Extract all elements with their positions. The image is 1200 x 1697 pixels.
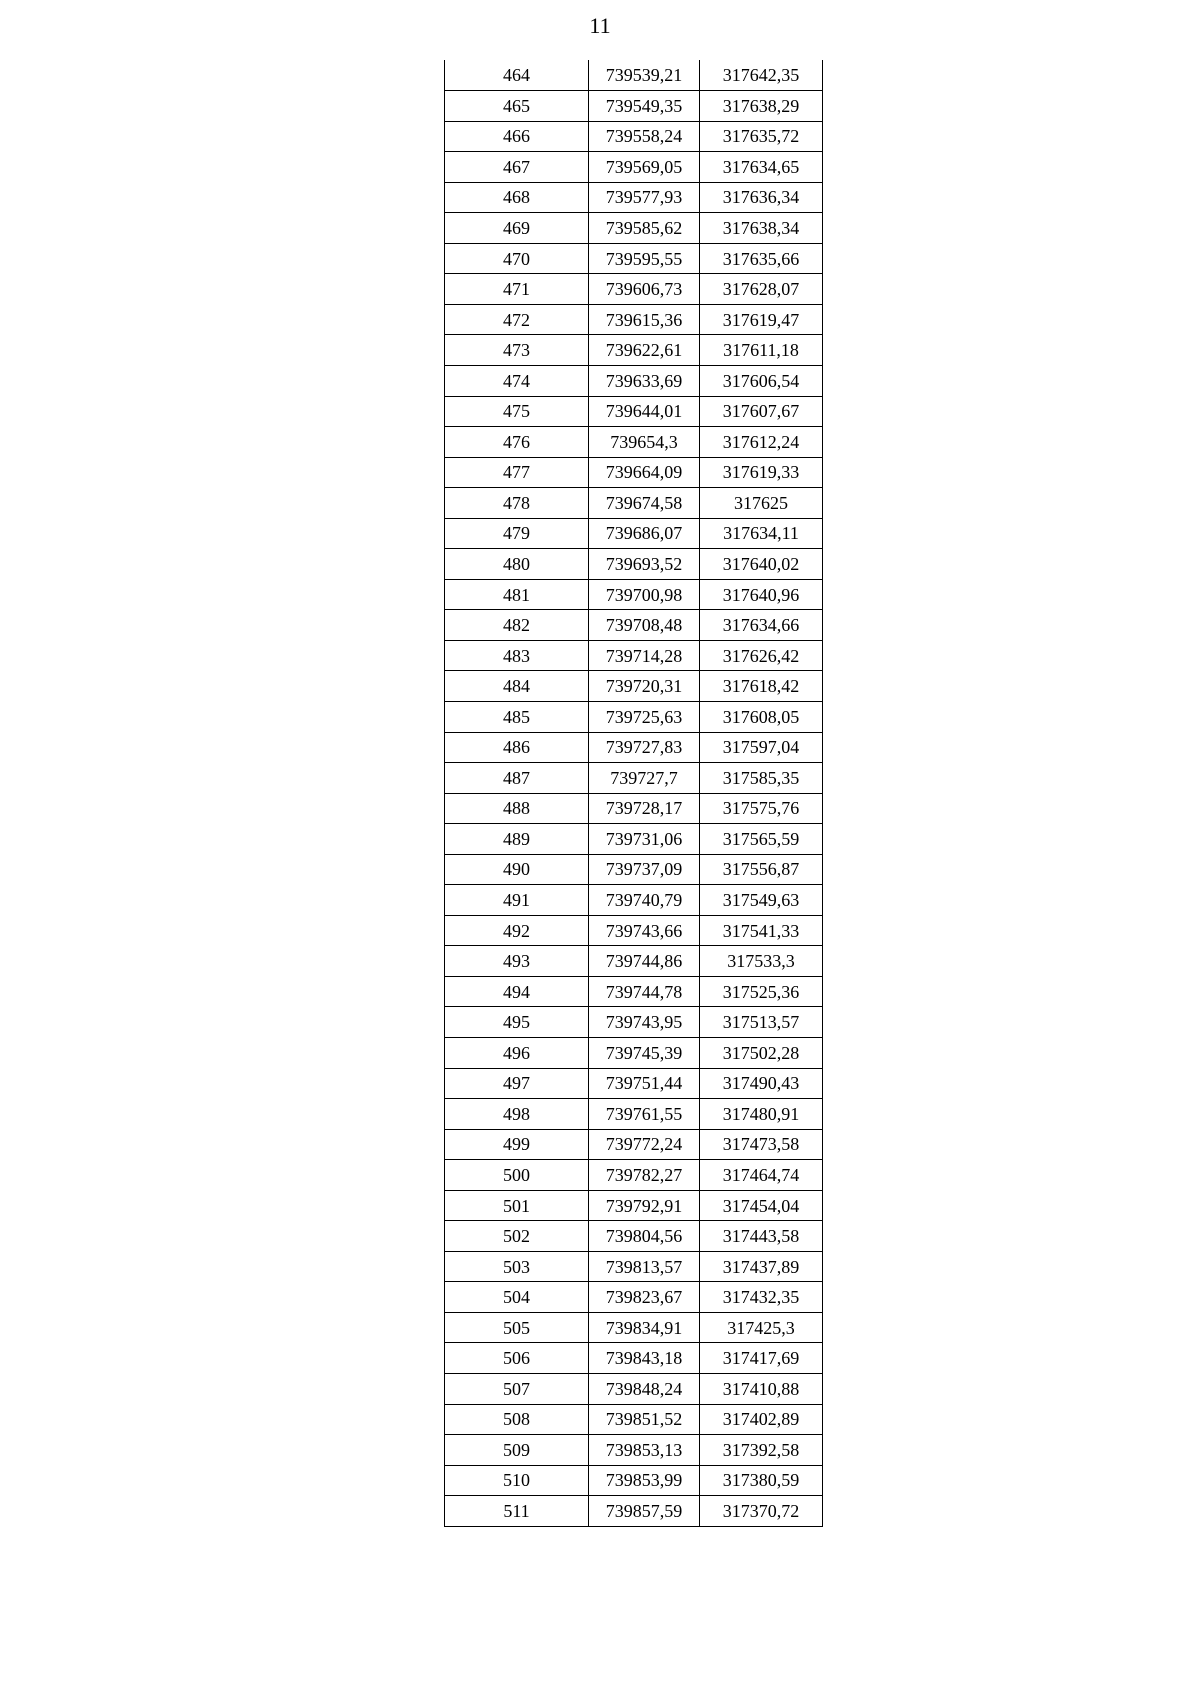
table-row [445, 763, 823, 794]
x-coordinate-cell: 739804,56 [589, 1221, 700, 1252]
y-coordinate-cell: 317634,11 [700, 518, 823, 549]
y-coordinate-cell: 317425,3 [700, 1312, 823, 1343]
point-number-cell: 504 [445, 1282, 589, 1313]
x-coordinate-cell: 739731,06 [589, 824, 700, 855]
x-coordinate-cell: 739853,99 [589, 1465, 700, 1496]
x-coordinate-cell: 739740,79 [589, 885, 700, 916]
y-coordinate-cell: 317612,24 [700, 427, 823, 458]
point-number-cell: 492 [445, 915, 589, 946]
y-coordinate-cell: 317597,04 [700, 732, 823, 763]
point-number-cell: 466 [445, 121, 589, 152]
y-coordinate-cell: 317533,3 [700, 946, 823, 977]
x-coordinate-cell: 739585,62 [589, 213, 700, 244]
point-number-cell: 511 [445, 1496, 589, 1527]
point-number-cell: 484 [445, 671, 589, 702]
point-number-cell: 475 [445, 396, 589, 427]
table-row [445, 243, 823, 274]
y-coordinate-cell: 317380,59 [700, 1465, 823, 1496]
y-coordinate-cell: 317410,88 [700, 1374, 823, 1405]
x-coordinate-cell: 739633,69 [589, 365, 700, 396]
table-row [445, 1129, 823, 1160]
y-coordinate-cell: 317556,87 [700, 854, 823, 885]
y-coordinate-cell: 317480,91 [700, 1099, 823, 1130]
point-number-cell: 509 [445, 1435, 589, 1466]
point-number-cell: 494 [445, 976, 589, 1007]
point-number-cell: 508 [445, 1404, 589, 1435]
y-coordinate-cell: 317619,33 [700, 457, 823, 488]
y-coordinate-cell: 317392,58 [700, 1435, 823, 1466]
x-coordinate-cell: 739644,01 [589, 396, 700, 427]
table-row [445, 793, 823, 824]
table-row [445, 610, 823, 641]
y-coordinate-cell: 317437,89 [700, 1251, 823, 1282]
point-number-cell: 468 [445, 182, 589, 213]
point-number-cell: 471 [445, 274, 589, 305]
y-coordinate-cell: 317642,35 [700, 60, 823, 91]
y-coordinate-cell: 317432,35 [700, 1282, 823, 1313]
x-coordinate-cell: 739569,05 [589, 152, 700, 183]
x-coordinate-cell: 739725,63 [589, 701, 700, 732]
x-coordinate-cell: 739792,91 [589, 1190, 700, 1221]
y-coordinate-cell: 317635,72 [700, 121, 823, 152]
x-coordinate-cell: 739549,35 [589, 91, 700, 122]
point-number-cell: 510 [445, 1465, 589, 1496]
y-coordinate-cell: 317635,66 [700, 243, 823, 274]
table-row [445, 396, 823, 427]
x-coordinate-cell: 739686,07 [589, 518, 700, 549]
table-row [445, 274, 823, 305]
table-row [445, 1312, 823, 1343]
table-row [445, 1190, 823, 1221]
table-row [445, 60, 823, 91]
point-number-cell: 495 [445, 1007, 589, 1038]
y-coordinate-cell: 317464,74 [700, 1160, 823, 1191]
point-number-cell: 488 [445, 793, 589, 824]
page-number: 11 [589, 13, 611, 38]
table-row [445, 304, 823, 335]
x-coordinate-cell: 739823,67 [589, 1282, 700, 1313]
point-number-cell: 506 [445, 1343, 589, 1374]
table-row [445, 1374, 823, 1405]
point-number-cell: 496 [445, 1038, 589, 1069]
table-row [445, 701, 823, 732]
table-row [445, 518, 823, 549]
point-number-cell: 502 [445, 1221, 589, 1252]
x-coordinate-cell: 739848,24 [589, 1374, 700, 1405]
y-coordinate-cell: 317370,72 [700, 1496, 823, 1527]
point-number-cell: 486 [445, 732, 589, 763]
table-row [445, 1496, 823, 1527]
x-coordinate-cell: 739728,17 [589, 793, 700, 824]
x-coordinate-cell: 739558,24 [589, 121, 700, 152]
x-coordinate-cell: 739743,66 [589, 915, 700, 946]
table-row [445, 91, 823, 122]
coordinates-table [444, 60, 823, 1527]
x-coordinate-cell: 739622,61 [589, 335, 700, 366]
x-coordinate-cell: 739751,44 [589, 1068, 700, 1099]
x-coordinate-cell: 739615,36 [589, 304, 700, 335]
point-number-cell: 467 [445, 152, 589, 183]
point-number-cell: 478 [445, 488, 589, 519]
x-coordinate-cell: 739853,13 [589, 1435, 700, 1466]
y-coordinate-cell: 317634,65 [700, 152, 823, 183]
point-number-cell: 483 [445, 640, 589, 671]
table-row [445, 488, 823, 519]
y-coordinate-cell: 317638,29 [700, 91, 823, 122]
table-row [445, 1282, 823, 1313]
table-row [445, 1343, 823, 1374]
x-coordinate-cell: 739737,09 [589, 854, 700, 885]
y-coordinate-cell: 317607,67 [700, 396, 823, 427]
x-coordinate-cell: 739843,18 [589, 1343, 700, 1374]
table-row [445, 915, 823, 946]
point-number-cell: 465 [445, 91, 589, 122]
point-number-cell: 498 [445, 1099, 589, 1130]
point-number-cell: 500 [445, 1160, 589, 1191]
x-coordinate-cell: 739813,57 [589, 1251, 700, 1282]
x-coordinate-cell: 739772,24 [589, 1129, 700, 1160]
y-coordinate-cell: 317443,58 [700, 1221, 823, 1252]
x-coordinate-cell: 739700,98 [589, 579, 700, 610]
x-coordinate-cell: 739743,95 [589, 1007, 700, 1038]
table-row [445, 1221, 823, 1252]
x-coordinate-cell: 739744,86 [589, 946, 700, 977]
table-row [445, 854, 823, 885]
point-number-cell: 481 [445, 579, 589, 610]
y-coordinate-cell: 317490,43 [700, 1068, 823, 1099]
y-coordinate-cell: 317513,57 [700, 1007, 823, 1038]
point-number-cell: 497 [445, 1068, 589, 1099]
y-coordinate-cell: 317628,07 [700, 274, 823, 305]
point-number-cell: 493 [445, 946, 589, 977]
point-number-cell: 476 [445, 427, 589, 458]
point-number-cell: 464 [445, 60, 589, 91]
point-number-cell: 473 [445, 335, 589, 366]
x-coordinate-cell: 739782,27 [589, 1160, 700, 1191]
table-row [445, 1435, 823, 1466]
point-number-cell: 472 [445, 304, 589, 335]
x-coordinate-cell: 739745,39 [589, 1038, 700, 1069]
y-coordinate-cell: 317636,34 [700, 182, 823, 213]
table-row [445, 885, 823, 916]
y-coordinate-cell: 317606,54 [700, 365, 823, 396]
x-coordinate-cell: 739606,73 [589, 274, 700, 305]
y-coordinate-cell: 317549,63 [700, 885, 823, 916]
table-row [445, 1465, 823, 1496]
y-coordinate-cell: 317473,58 [700, 1129, 823, 1160]
point-number-cell: 482 [445, 610, 589, 641]
x-coordinate-cell: 739744,78 [589, 976, 700, 1007]
y-coordinate-cell: 317640,96 [700, 579, 823, 610]
y-coordinate-cell: 317575,76 [700, 793, 823, 824]
x-coordinate-cell: 739693,52 [589, 549, 700, 580]
y-coordinate-cell: 317619,47 [700, 304, 823, 335]
x-coordinate-cell: 739539,21 [589, 60, 700, 91]
point-number-cell: 474 [445, 365, 589, 396]
point-number-cell: 507 [445, 1374, 589, 1405]
table-row [445, 824, 823, 855]
table-row [445, 182, 823, 213]
point-number-cell: 499 [445, 1129, 589, 1160]
x-coordinate-cell: 739720,31 [589, 671, 700, 702]
x-coordinate-cell: 739654,3 [589, 427, 700, 458]
y-coordinate-cell: 317454,04 [700, 1190, 823, 1221]
table-row [445, 549, 823, 580]
table-row [445, 121, 823, 152]
point-number-cell: 503 [445, 1251, 589, 1282]
y-coordinate-cell: 317525,36 [700, 976, 823, 1007]
x-coordinate-cell: 739674,58 [589, 488, 700, 519]
x-coordinate-cell: 739714,28 [589, 640, 700, 671]
table-row [445, 1160, 823, 1191]
coordinates-table-body [445, 60, 823, 1526]
point-number-cell: 491 [445, 885, 589, 916]
point-number-cell: 479 [445, 518, 589, 549]
x-coordinate-cell: 739595,55 [589, 243, 700, 274]
y-coordinate-cell: 317618,42 [700, 671, 823, 702]
y-coordinate-cell: 317611,18 [700, 335, 823, 366]
table-row [445, 640, 823, 671]
point-number-cell: 470 [445, 243, 589, 274]
y-coordinate-cell: 317585,35 [700, 763, 823, 794]
table-row [445, 1404, 823, 1435]
y-coordinate-cell: 317417,69 [700, 1343, 823, 1374]
x-coordinate-cell: 739664,09 [589, 457, 700, 488]
x-coordinate-cell: 739727,83 [589, 732, 700, 763]
y-coordinate-cell: 317634,66 [700, 610, 823, 641]
y-coordinate-cell: 317608,05 [700, 701, 823, 732]
table-row [445, 365, 823, 396]
table-row [445, 427, 823, 458]
point-number-cell: 505 [445, 1312, 589, 1343]
table-row [445, 579, 823, 610]
x-coordinate-cell: 739727,7 [589, 763, 700, 794]
table-row [445, 976, 823, 1007]
table-row [445, 213, 823, 244]
y-coordinate-cell: 317640,02 [700, 549, 823, 580]
table-row [445, 946, 823, 977]
x-coordinate-cell: 739834,91 [589, 1312, 700, 1343]
x-coordinate-cell: 739761,55 [589, 1099, 700, 1130]
table-row [445, 1068, 823, 1099]
point-number-cell: 490 [445, 854, 589, 885]
table-row [445, 335, 823, 366]
y-coordinate-cell: 317541,33 [700, 915, 823, 946]
table-row [445, 732, 823, 763]
table-row [445, 1038, 823, 1069]
x-coordinate-cell: 739857,59 [589, 1496, 700, 1527]
y-coordinate-cell: 317625 [700, 488, 823, 519]
table-row [445, 1099, 823, 1130]
point-number-cell: 487 [445, 763, 589, 794]
table-row [445, 671, 823, 702]
point-number-cell: 489 [445, 824, 589, 855]
x-coordinate-cell: 739851,52 [589, 1404, 700, 1435]
point-number-cell: 485 [445, 701, 589, 732]
y-coordinate-cell: 317502,28 [700, 1038, 823, 1069]
table-row [445, 457, 823, 488]
point-number-cell: 480 [445, 549, 589, 580]
y-coordinate-cell: 317626,42 [700, 640, 823, 671]
table-row [445, 1251, 823, 1282]
point-number-cell: 469 [445, 213, 589, 244]
table-row [445, 1007, 823, 1038]
point-number-cell: 477 [445, 457, 589, 488]
x-coordinate-cell: 739577,93 [589, 182, 700, 213]
table-row [445, 152, 823, 183]
x-coordinate-cell: 739708,48 [589, 610, 700, 641]
y-coordinate-cell: 317565,59 [700, 824, 823, 855]
y-coordinate-cell: 317402,89 [700, 1404, 823, 1435]
y-coordinate-cell: 317638,34 [700, 213, 823, 244]
point-number-cell: 501 [445, 1190, 589, 1221]
